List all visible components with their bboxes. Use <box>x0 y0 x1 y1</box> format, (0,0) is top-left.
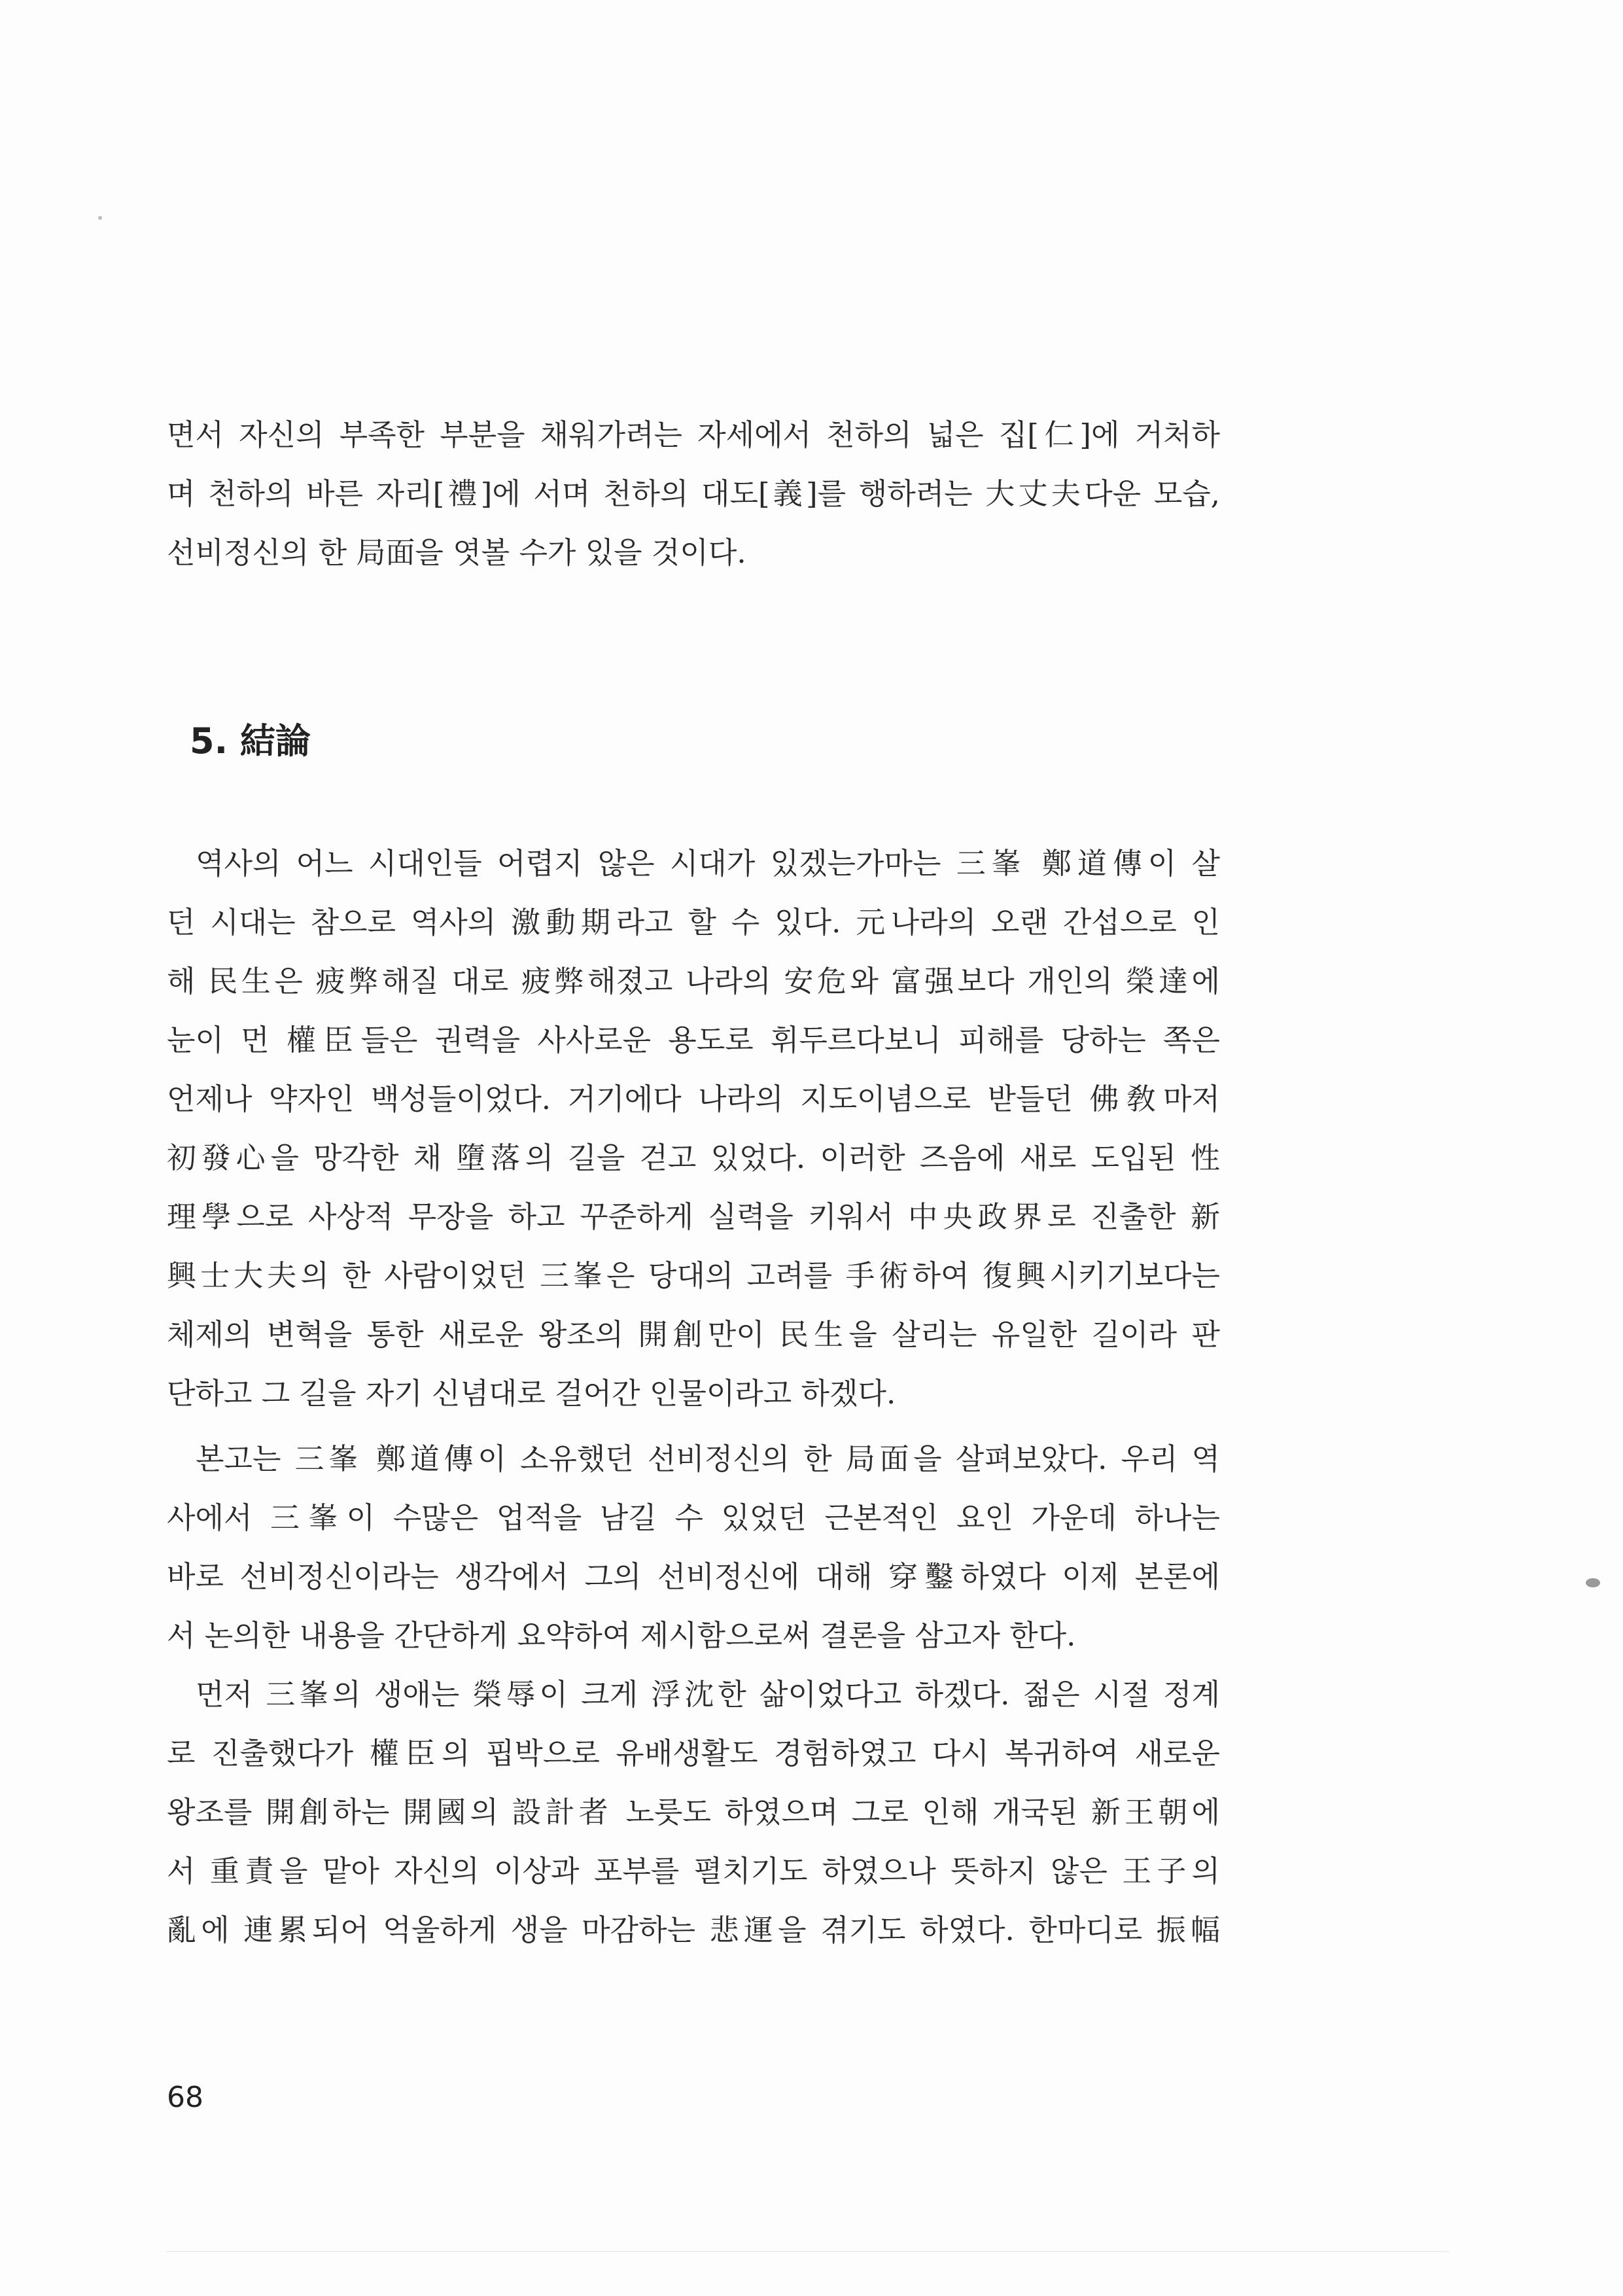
paragraph-3 <box>167 1665 1220 1960</box>
paragraph-3-line: 서 重責을 맡아 자신의 이상과 포부를 펼치기도 하였으나 뜻하지 않은 王子의 <box>167 1854 1220 1888</box>
intro-paragraph <box>167 406 1220 582</box>
scan-speck <box>98 216 102 220</box>
scan-edge-line <box>167 2251 1449 2252</box>
intro-line-1: 면서 자신의 부족한 부분을 채워가려는 자세에서 천하의 넓은 집[仁]에 거처하 <box>167 417 1220 452</box>
page-number: 68 <box>167 2081 203 2114</box>
paragraph-1-line: 단하고 그 길을 자기 신념대로 걸어간 인물이라고 하겠다. <box>167 1376 896 1411</box>
paragraph-3-line: 로 진출했다가 權臣의 핍박으로 유배생활도 경험하였고 다시 복귀하여 새로운 <box>167 1736 1220 1771</box>
paragraph-3-line: 亂에 連累되어 억울하게 생을 마감하는 悲運을 겪기도 하였다. 한마디로 振幅 <box>167 1913 1220 1947</box>
paragraph-1 <box>167 834 1220 1423</box>
paragraph-1-line: 눈이 먼 權臣들은 권력을 사사로운 용도로 휘두르다보니 피해를 당하는 쪽은 <box>167 1023 1220 1057</box>
paragraph-1-line: 初發心을 망각한 채 墮落의 길을 걷고 있었다. 이러한 즈음에 새로 도입된 性 <box>167 1140 1220 1175</box>
intro-line-2: 며 천하의 바른 자리[禮]에 서며 천하의 대도[義]를 행하려는 大丈夫다운 모습, <box>167 476 1220 511</box>
paragraph-1-line: 던 시대는 참으로 역사의 激動期라고 할 수 있다. 元나라의 오랜 간섭으로 인 <box>167 905 1220 940</box>
intro-line-3: 선비정신의 한 局面을 엿볼 수가 있을 것이다. <box>167 535 746 570</box>
paragraph-1-line: 역사의 어느 시대인들 어렵지 않은 시대가 있겠는가마는 三峯 鄭道傳이 살 <box>196 846 1220 881</box>
scan-speck <box>1586 1578 1600 1587</box>
paragraph-2-line: 사에서 三峯이 수많은 업적을 남길 수 있었던 근본적인 요인 가운데 하나는 <box>167 1500 1220 1535</box>
paragraph-1-line: 해 民生은 疲弊해질 대로 疲弊해졌고 나라의 安危와 富强보다 개인의 榮達에 <box>167 964 1220 998</box>
paragraph-2 <box>167 1430 1220 1665</box>
paragraph-2-line: 서 논의한 내용을 간단하게 요약하여 제시함으로써 결론을 삼고자 한다. <box>167 1618 1076 1653</box>
paragraph-1-line: 체제의 변혁을 통한 새로운 왕조의 開創만이 民生을 살리는 유일한 길이라 판 <box>167 1317 1220 1352</box>
paragraph-2-line: 본고는 三峯 鄭道傳이 소유했던 선비정신의 한 局面을 살펴보았다. 우리 역 <box>196 1441 1220 1476</box>
section-heading: 5. 結論 <box>190 720 311 762</box>
paragraph-1-line: 언제나 약자인 백성들이었다. 거기에다 나라의 지도이념으로 받들던 佛敎마저 <box>167 1082 1220 1116</box>
paragraph-3-line: 왕조를 開創하는 開國의 設計者 노릇도 하였으며 그로 인해 개국된 新王朝에 <box>167 1795 1220 1829</box>
paragraph-3-line: 먼저 三峯의 생애는 榮辱이 크게 浮沈한 삶이었다고 하겠다. 젊은 시절 정계 <box>196 1677 1220 1712</box>
paragraph-1-line: 興士大夫의 한 사람이었던 三峯은 당대의 고려를 手術하여 復興시키기보다는 <box>167 1258 1220 1293</box>
paragraph-1-line: 理學으로 사상적 무장을 하고 꾸준하게 실력을 키워서 中央政界로 진출한 新 <box>167 1199 1220 1234</box>
paragraph-2-line: 바로 선비정신이라는 생각에서 그의 선비정신에 대해 穿鑿하였다 이제 본론에 <box>167 1559 1220 1594</box>
